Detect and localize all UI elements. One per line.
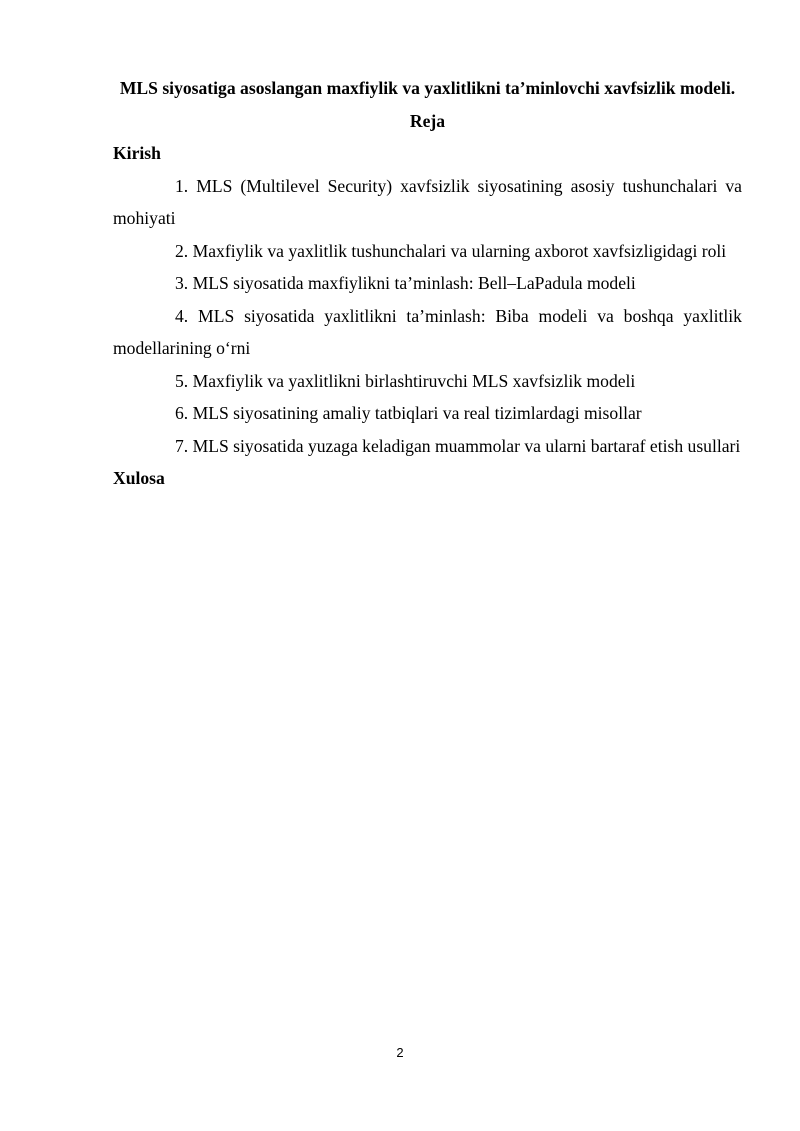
plan-heading: Reja bbox=[409, 110, 446, 131]
document-title: MLS siyosatiga asoslangan maxfiylik va yaxlitlikni ta’minlovchi xavfsizlik modeli. bbox=[119, 78, 736, 98]
plan-item-6 bbox=[113, 397, 742, 430]
plan-item-3 bbox=[113, 267, 742, 300]
plan-item-number: 6. bbox=[175, 403, 189, 423]
plan-item-5 bbox=[113, 365, 742, 398]
plan-item-2 bbox=[113, 235, 742, 268]
plan-item-number: 5. bbox=[175, 370, 189, 391]
plan-item-number: 7. bbox=[175, 435, 189, 456]
plan-item-text: Maxfiylik va yaxlitlikni birlashtiruvchi MLS xavfsizlik modeli bbox=[192, 370, 636, 391]
intro-heading: Kirish bbox=[113, 143, 161, 163]
plan-item-number: 3. bbox=[175, 273, 189, 293]
plan-item-text: Maxfiylik va yaxlitlik tushunchalari va ularning axborot xavfsizligidagi roli bbox=[192, 240, 727, 261]
plan-item-text: MLS siyosatida yaxlitlikni ta’minlash: Biba modeli va boshqa yaxlitlik modellarining o‘rni bbox=[113, 305, 742, 358]
plan-list bbox=[113, 170, 742, 463]
document-page bbox=[113, 72, 742, 495]
plan-item-1 bbox=[113, 170, 742, 235]
conclusion-heading: Xulosa bbox=[113, 468, 165, 488]
plan-item-7 bbox=[113, 430, 742, 463]
plan-item-number: 4. bbox=[175, 305, 189, 326]
plan-item-text: MLS (Multilevel Security) xavfsizlik siyosatining asosiy tushunchalari va mohiyati bbox=[113, 175, 742, 228]
plan-item-text: MLS siyosatining amaliy tatbiqlari va real tizimlardagi misollar bbox=[192, 403, 642, 423]
page-number: 2 bbox=[396, 1045, 404, 1060]
plan-item-number: 1. bbox=[175, 175, 189, 196]
plan-item-text: MLS siyosatida yuzaga keladigan muammolar va ularni bartaraf etish usullari bbox=[192, 435, 741, 456]
plan-item-number: 2. bbox=[175, 240, 189, 261]
plan-item-4 bbox=[113, 300, 742, 365]
plan-item-text: MLS siyosatida maxfiylikni ta’minlash: Bell–LaPadula modeli bbox=[192, 273, 636, 293]
